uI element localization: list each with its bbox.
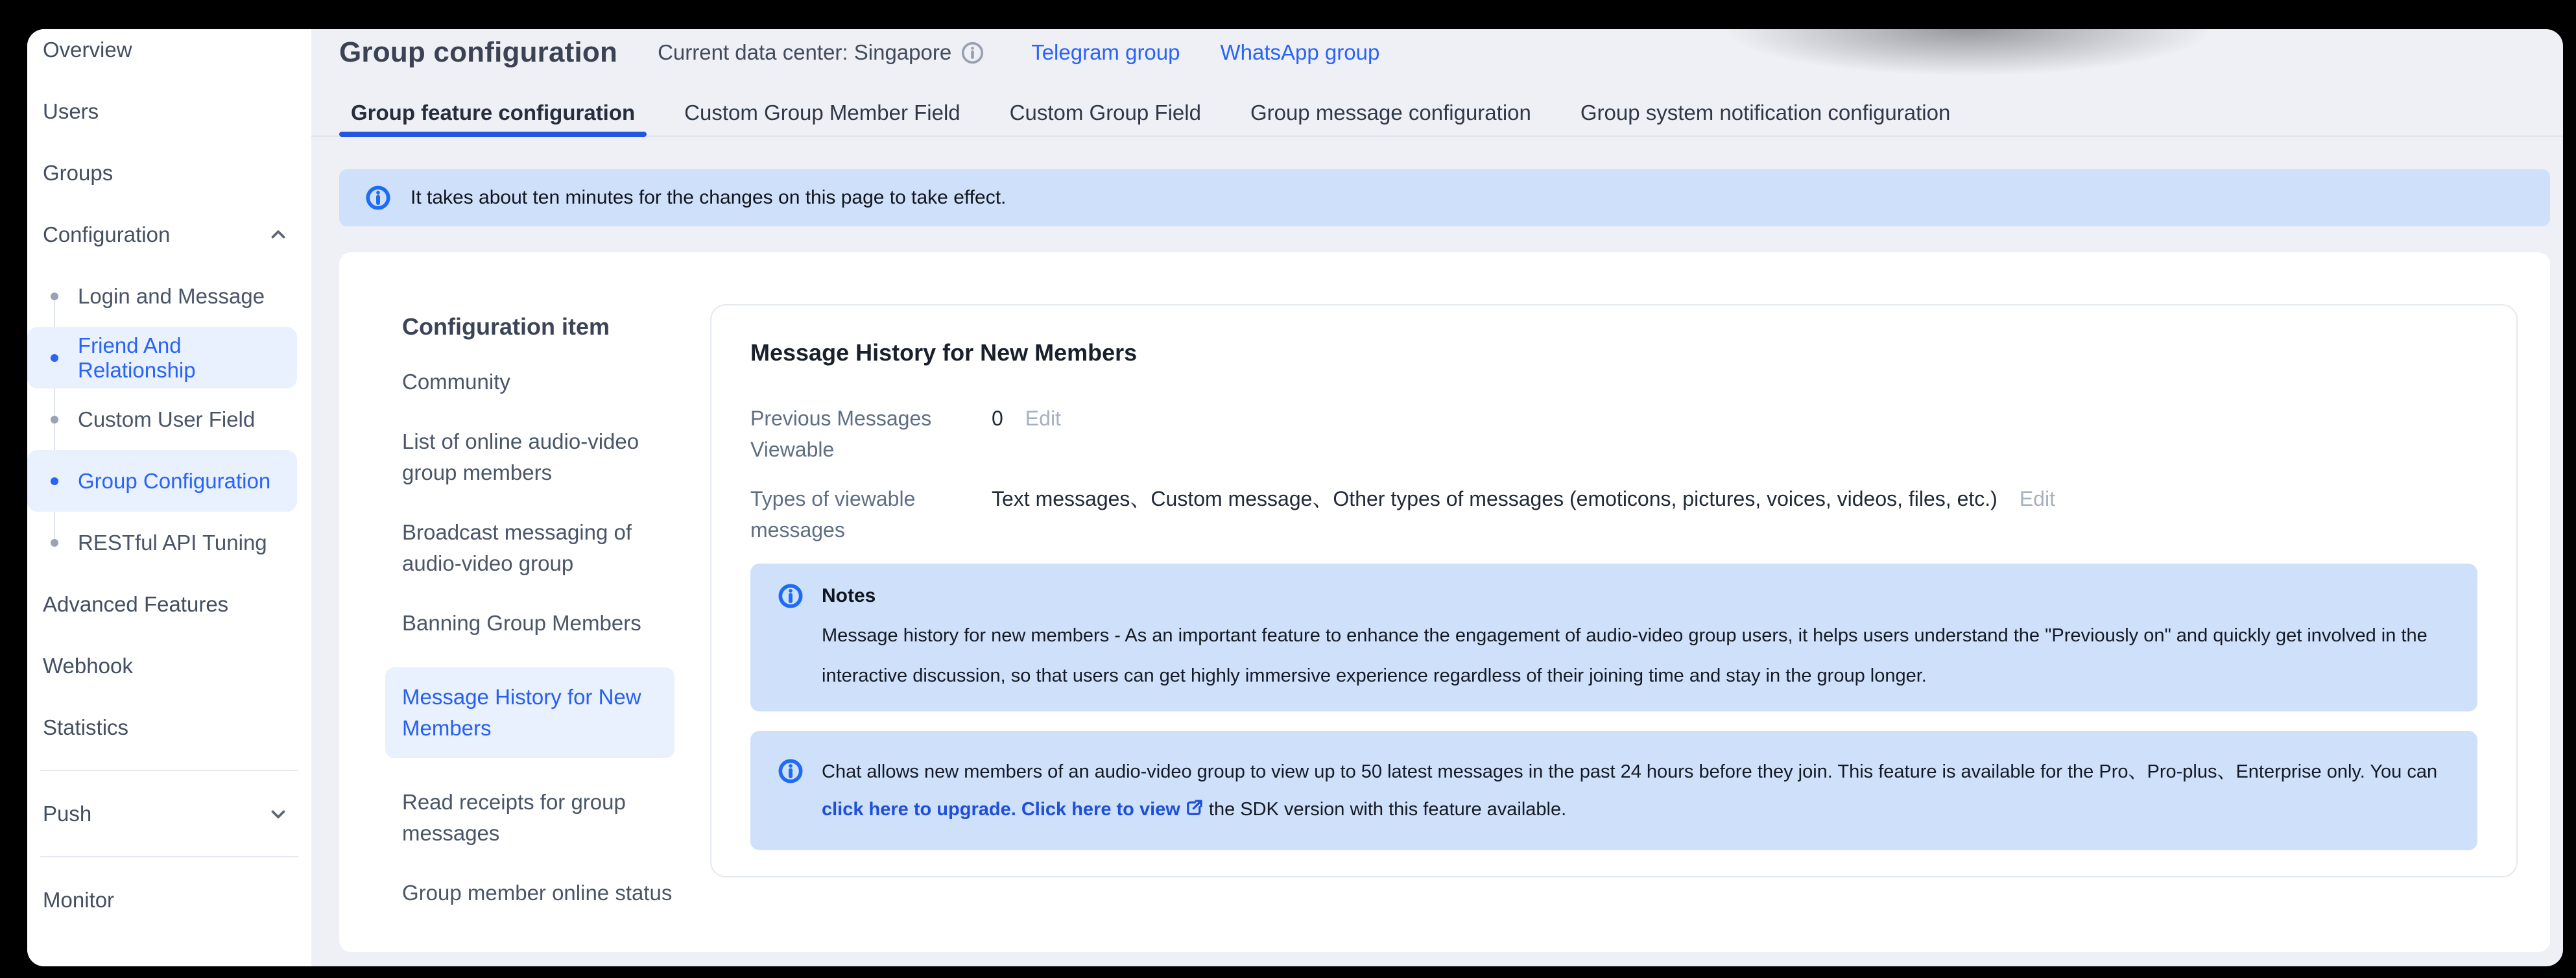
sidebar-item-label: Groups [43, 160, 113, 185]
tab-label: Group message configuration [1250, 101, 1531, 125]
sidebar [27, 29, 311, 966]
sdk-info-segment: the SDK version with this feature available. [1203, 799, 1567, 820]
notes-box [750, 564, 2477, 711]
config-item-label: Message History for New Members [402, 685, 641, 740]
info-icon [778, 758, 804, 784]
sidebar-item-friend-and-relationship[interactable] [27, 327, 297, 388]
detail-panel [710, 304, 2518, 877]
bullet-icon [51, 477, 58, 485]
config-item-list [402, 366, 674, 909]
tab-group-system-notification-configuration[interactable] [1569, 90, 1962, 136]
config-item-label: Community [402, 370, 510, 394]
sidebar-item-label: Overview [43, 37, 132, 62]
tab-bar [311, 90, 2563, 137]
sdk-info-box [750, 731, 2477, 850]
info-banner [339, 169, 2550, 226]
sidebar-item-label: Login and Message [78, 283, 265, 308]
sidebar-divider [40, 770, 298, 771]
sidebar-item-overview[interactable] [27, 29, 311, 80]
tab-group-message-configuration[interactable] [1239, 90, 1543, 136]
tab-label: Custom Group Member Field [684, 101, 960, 125]
info-icon [365, 185, 391, 211]
sidebar-item-label: Webhook [43, 653, 133, 678]
bullet-icon [51, 539, 58, 547]
sidebar-item-webhook[interactable] [27, 635, 311, 697]
sidebar-item-label: Advanced Features [43, 591, 229, 616]
bullet-icon [51, 416, 58, 423]
app-window [27, 29, 2563, 966]
field-label: Previous Messages Viewable [750, 407, 932, 461]
config-item-read-receipts[interactable] [402, 787, 674, 849]
edit-previous-messages-link[interactable]: Edit [1025, 407, 1061, 430]
sidebar-item-configuration[interactable] [27, 204, 311, 265]
external-link-icon[interactable] [1184, 798, 1204, 818]
config-item-label: List of online audio-video group members [402, 429, 639, 484]
sidebar-item-label: Users [43, 99, 99, 123]
sidebar-item-advanced-features[interactable] [27, 573, 311, 635]
banner-text: It takes about ten minutes for the changes on this page to take effect. [411, 187, 1007, 208]
config-item-label: Group member online status [402, 881, 673, 905]
config-item-online-av-group-members[interactable] [402, 426, 674, 488]
config-item-broadcast-messaging[interactable] [402, 517, 674, 579]
sidebar-item-label: RESTful API Tuning [78, 530, 267, 555]
sidebar-item-monitor[interactable] [27, 869, 311, 931]
sidebar-item-label: Custom User Field [78, 407, 256, 431]
notes-body: Message history for new members - As an important feature to enhance the engagement of audio-video group users, it helps users understand the "Previously on" and quickly get involved in the interactive discussion, so that users can get highly immersive experience regardless of their joining time and stay in the group longer. [822, 625, 2427, 686]
sdk-info-segment: Chat allows new members of an audio-video group to view up to 50 latest messages in the past 24 hours before they join. This feature is available for the Pro、Pro-plus、Enterprise only. You can [822, 761, 2438, 782]
sidebar-item-label: Push [43, 801, 92, 826]
config-item-group-member-online-status[interactable] [402, 877, 674, 909]
sidebar-divider [40, 856, 298, 857]
detail-title: Message History for New Members [750, 339, 1138, 366]
config-item-label: Banning Group Members [402, 611, 641, 635]
field-value: 0 [992, 407, 1003, 430]
notes-header [778, 580, 2445, 612]
detail-row-viewable-types [750, 483, 2477, 545]
chevron-down-icon [267, 803, 289, 825]
bullet-icon [51, 354, 58, 362]
config-item-community[interactable] [402, 366, 674, 398]
sidebar-item-label: Friend And Relationship [78, 333, 196, 382]
config-list-heading: Configuration item [402, 313, 610, 340]
page-header [339, 34, 2550, 71]
sidebar-item-restful-api-tuning[interactable] [27, 512, 311, 573]
tab-label: Custom Group Field [1009, 101, 1201, 125]
sidebar-item-label: Statistics [43, 715, 129, 739]
sidebar-item-label: Configuration [43, 222, 171, 246]
sidebar-item-label: Monitor [43, 887, 115, 912]
config-item-message-history-for-new-members[interactable] [385, 667, 674, 758]
telegram-group-link[interactable]: Telegram group [1031, 40, 1180, 64]
info-icon[interactable] [960, 41, 984, 65]
field-value: Text messages、Custom message、Other types of messages (emoticons, pictures, voices, videos, files, etc.) [992, 487, 1998, 510]
field-label: Types of viewable messages [750, 487, 916, 542]
datacenter-label: Current data center: Singapore [658, 40, 952, 64]
config-item-label: Broadcast messaging of audio-video group [402, 520, 632, 575]
view-sdk-link[interactable]: Click here to view [1021, 799, 1180, 820]
tab-custom-group-member-field[interactable] [673, 90, 972, 136]
page-title: Group configuration [339, 36, 618, 68]
tab-group-feature-configuration[interactable] [339, 90, 647, 136]
sdk-info-text [822, 753, 2445, 828]
upgrade-link[interactable]: click here to upgrade. [822, 799, 1016, 820]
config-item-column [402, 304, 674, 952]
tab-label: Group feature configuration [351, 101, 636, 125]
sidebar-item-login-and-message[interactable] [27, 265, 311, 327]
chevron-up-icon [267, 224, 289, 246]
main-content [311, 29, 2563, 966]
sidebar-item-label: Group Configuration [78, 468, 271, 493]
edit-viewable-types-link[interactable]: Edit [2019, 487, 2055, 510]
sidebar-item-custom-user-field[interactable] [27, 388, 311, 450]
sidebar-item-statistics[interactable] [27, 697, 311, 758]
content-card [339, 252, 2550, 952]
datacenter-info [658, 40, 984, 65]
tab-custom-group-field[interactable] [998, 90, 1213, 136]
info-icon [778, 583, 804, 609]
sdk-info-segment [1016, 799, 1021, 820]
detail-row-previous-messages [750, 403, 2477, 465]
config-item-banning-group-members[interactable] [402, 608, 674, 639]
config-item-label: Read receipts for group messages [402, 790, 626, 845]
notes-title: Notes [822, 585, 876, 606]
sidebar-item-users[interactable] [27, 80, 311, 142]
bullet-icon [51, 292, 58, 300]
sidebar-item-push[interactable] [27, 783, 311, 844]
tab-label: Group system notification configuration [1580, 101, 1951, 125]
whatsapp-group-link[interactable]: WhatsApp group [1220, 40, 1380, 64]
sidebar-item-groups[interactable] [27, 142, 311, 204]
sidebar-item-group-configuration[interactable] [27, 450, 297, 512]
configuration-submenu [27, 265, 311, 573]
